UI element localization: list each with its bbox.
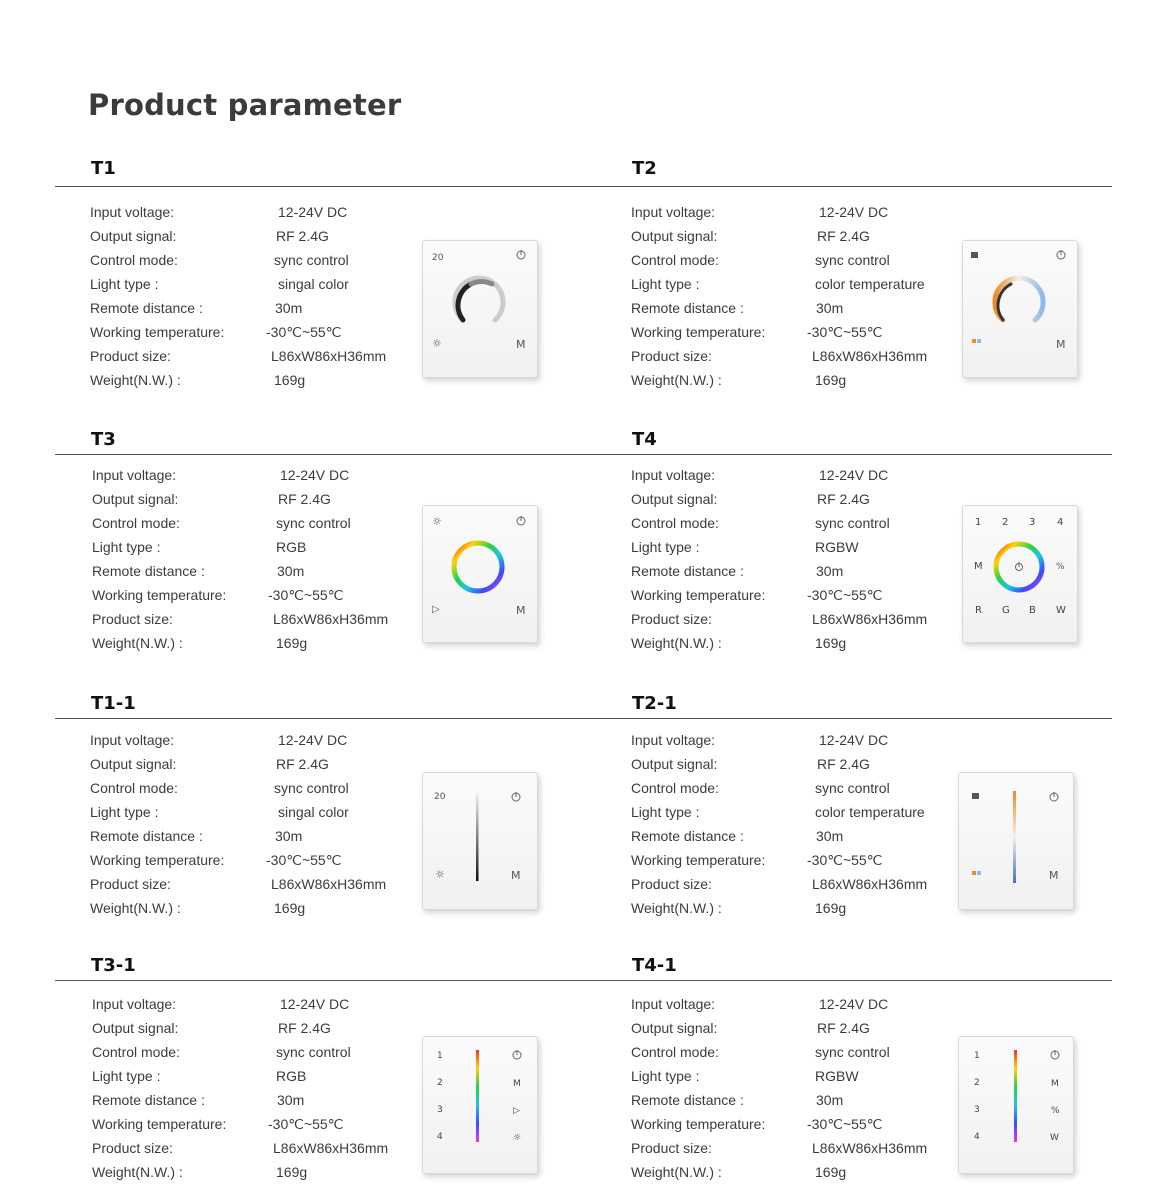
spec-value: RF 2.4G bbox=[276, 756, 329, 772]
spec-value: sync control bbox=[815, 252, 890, 268]
spec-label: Light type : bbox=[92, 539, 161, 555]
spec-value: -30℃~55℃ bbox=[807, 587, 883, 603]
spec-label: Remote distance : bbox=[631, 1092, 744, 1108]
spec-value: 30m bbox=[277, 563, 305, 579]
spec-label: Working temperature: bbox=[92, 1116, 227, 1132]
spec-value: 169g bbox=[276, 635, 308, 651]
spec-label: Light type : bbox=[631, 539, 700, 555]
spec-value: 169g bbox=[274, 900, 306, 916]
spec-label: Product size: bbox=[92, 1140, 173, 1156]
spec-value: L86xW86xH36mm bbox=[273, 1140, 389, 1156]
spec-label: Light type : bbox=[92, 1068, 161, 1084]
product-image-t1 bbox=[422, 240, 538, 378]
rgb-color-ring bbox=[454, 543, 502, 591]
spec-label: Control mode: bbox=[631, 515, 719, 531]
mode-icon: M bbox=[1049, 869, 1059, 882]
spec-label: Remote distance : bbox=[631, 563, 744, 579]
section-divider bbox=[596, 980, 1112, 981]
spec-label: Product size: bbox=[631, 611, 712, 627]
spec-value: sync control bbox=[815, 515, 890, 531]
spec-label: Working temperature: bbox=[90, 324, 225, 340]
spec-value: singal color bbox=[278, 804, 349, 820]
spec-label: Input voltage: bbox=[92, 467, 177, 483]
spec-value: singal color bbox=[278, 276, 349, 292]
spec-value: 30m bbox=[816, 300, 844, 316]
section-divider bbox=[55, 454, 611, 455]
pause-icon bbox=[971, 252, 978, 258]
cct-icon bbox=[972, 339, 976, 343]
zone-3-label: 3 bbox=[1029, 517, 1036, 528]
zone-1-label: 1 bbox=[974, 1051, 980, 1061]
spec-label: Working temperature: bbox=[631, 1116, 766, 1132]
white-label: W bbox=[1050, 1133, 1059, 1143]
product-title: T2 bbox=[632, 158, 657, 179]
product-image-t2-1 bbox=[958, 772, 1074, 910]
zone-4-label: 4 bbox=[1057, 517, 1064, 528]
spec-label: Working temperature: bbox=[631, 852, 766, 868]
spec-value: L86xW86xH36mm bbox=[271, 348, 387, 364]
spec-label: Weight(N.W.) : bbox=[92, 635, 183, 651]
zone-4-label: 4 bbox=[437, 1132, 443, 1142]
spec-label: Weight(N.W.) : bbox=[631, 1164, 722, 1180]
spec-value: 30m bbox=[277, 1092, 305, 1108]
timer-icon-label: 20 bbox=[434, 792, 446, 802]
spec-value: 169g bbox=[815, 1164, 847, 1180]
spec-value: RF 2.4G bbox=[817, 491, 870, 507]
section-divider bbox=[596, 718, 1112, 719]
spec-label: Working temperature: bbox=[631, 324, 766, 340]
spec-label: Control mode: bbox=[90, 252, 178, 268]
spec-value: RF 2.4G bbox=[817, 1020, 870, 1036]
zone-2-label: 2 bbox=[437, 1078, 443, 1088]
red-label: R bbox=[975, 605, 982, 616]
spec-label: Remote distance : bbox=[92, 563, 205, 579]
product-title: T3-1 bbox=[91, 955, 136, 976]
spec-value: 12-24V DC bbox=[819, 467, 889, 483]
brightness-icon: ☼ bbox=[513, 1133, 522, 1143]
green-label: G bbox=[1002, 605, 1010, 616]
section-divider bbox=[596, 186, 1112, 187]
spec-label: Weight(N.W.) : bbox=[631, 635, 722, 651]
product-title: T2-1 bbox=[632, 693, 677, 714]
spec-label: Weight(N.W.) : bbox=[631, 900, 722, 916]
spec-label: Light type : bbox=[631, 1068, 700, 1084]
zone-1-label: 1 bbox=[437, 1051, 443, 1061]
brightness-speed-icon: % bbox=[1056, 562, 1065, 572]
spec-value: 30m bbox=[816, 828, 844, 844]
spec-label: Output signal: bbox=[90, 228, 177, 244]
spec-label: Output signal: bbox=[92, 1020, 179, 1036]
spec-value: 12-24V DC bbox=[280, 996, 350, 1012]
spec-label: Input voltage: bbox=[631, 732, 716, 748]
speed-icon: ▷ bbox=[513, 1106, 520, 1116]
spec-label: Light type : bbox=[631, 276, 700, 292]
spec-label: Product size: bbox=[631, 876, 712, 892]
spec-value: RGB bbox=[276, 1068, 307, 1084]
product-image-t1-1 bbox=[422, 772, 538, 910]
spec-value: 30m bbox=[816, 563, 844, 579]
zone-4-label: 4 bbox=[974, 1132, 980, 1142]
spec-value: 30m bbox=[816, 1092, 844, 1108]
blue-label: B bbox=[1029, 605, 1036, 616]
dimmer-ring bbox=[455, 278, 503, 320]
mode-icon: M bbox=[516, 338, 526, 351]
spec-value: RGBW bbox=[815, 1068, 859, 1084]
spec-label: Light type : bbox=[90, 276, 159, 292]
cct-icon bbox=[972, 871, 976, 875]
spec-label: Product size: bbox=[90, 348, 171, 364]
spec-label: Working temperature: bbox=[92, 587, 227, 603]
product-image-t3-1 bbox=[422, 1036, 538, 1174]
mode-icon: M bbox=[516, 604, 526, 617]
spec-value: RGB bbox=[276, 539, 307, 555]
spec-value: 12-24V DC bbox=[278, 732, 348, 748]
spec-value: L86xW86xH36mm bbox=[271, 876, 387, 892]
spec-value: 169g bbox=[815, 372, 847, 388]
spec-value: sync control bbox=[274, 252, 349, 268]
spec-label: Remote distance : bbox=[92, 1092, 205, 1108]
spec-label: Light type : bbox=[631, 804, 700, 820]
spec-value: sync control bbox=[274, 780, 349, 796]
spec-value: 169g bbox=[815, 635, 847, 651]
spec-label: Light type : bbox=[90, 804, 159, 820]
rgb-color-slider bbox=[476, 1050, 479, 1142]
section-divider bbox=[55, 980, 611, 981]
spec-label: Input voltage: bbox=[631, 996, 716, 1012]
zone-2-label: 2 bbox=[974, 1078, 980, 1088]
spec-value: RGBW bbox=[815, 539, 859, 555]
spec-label: Product size: bbox=[90, 876, 171, 892]
spec-label: Remote distance : bbox=[90, 828, 203, 844]
spec-value: sync control bbox=[815, 1044, 890, 1060]
spec-label: Weight(N.W.) : bbox=[92, 1164, 183, 1180]
spec-label: Product size: bbox=[631, 348, 712, 364]
section-divider bbox=[55, 186, 611, 187]
spec-value: L86xW86xH36mm bbox=[812, 348, 928, 364]
spec-label: Control mode: bbox=[92, 515, 180, 531]
spec-label: Remote distance : bbox=[631, 300, 744, 316]
spec-value: -30℃~55℃ bbox=[266, 852, 342, 868]
product-image-t2 bbox=[962, 240, 1078, 378]
section-divider bbox=[596, 454, 1112, 455]
spec-value: -30℃~55℃ bbox=[807, 324, 883, 340]
product-title: T3 bbox=[91, 429, 116, 450]
spec-label: Weight(N.W.) : bbox=[90, 900, 181, 916]
spec-label: Product size: bbox=[631, 1140, 712, 1156]
mode-icon: M bbox=[511, 869, 521, 882]
spec-value: 169g bbox=[274, 372, 306, 388]
product-title: T4-1 bbox=[632, 955, 677, 976]
spec-value: RF 2.4G bbox=[278, 491, 331, 507]
mode-icon: M bbox=[1051, 1079, 1059, 1089]
spec-value: L86xW86xH36mm bbox=[273, 611, 389, 627]
spec-label: Working temperature: bbox=[631, 587, 766, 603]
dimmer-slider bbox=[476, 793, 479, 881]
zone-1-label: 1 bbox=[975, 517, 982, 528]
spec-value: 169g bbox=[276, 1164, 308, 1180]
product-title: T1-1 bbox=[91, 693, 136, 714]
spec-value: L86xW86xH36mm bbox=[812, 611, 928, 627]
product-image-t4-1 bbox=[958, 1036, 1074, 1174]
spec-label: Output signal: bbox=[92, 491, 179, 507]
spec-value: -30℃~55℃ bbox=[807, 852, 883, 868]
spec-label: Output signal: bbox=[631, 1020, 718, 1036]
color-temperature-ring bbox=[995, 278, 1043, 320]
product-title: T4 bbox=[632, 429, 657, 450]
spec-value: 12-24V DC bbox=[280, 467, 350, 483]
rgbw-color-slider bbox=[1014, 1050, 1017, 1142]
spec-value: 30m bbox=[275, 300, 303, 316]
spec-label: Control mode: bbox=[631, 1044, 719, 1060]
spec-label: Product size: bbox=[92, 611, 173, 627]
spec-label: Working temperature: bbox=[90, 852, 225, 868]
spec-value: RF 2.4G bbox=[817, 228, 870, 244]
mode-icon: M bbox=[1056, 338, 1066, 351]
spec-value: sync control bbox=[276, 515, 351, 531]
spec-value: L86xW86xH36mm bbox=[812, 1140, 928, 1156]
spec-label: Remote distance : bbox=[631, 828, 744, 844]
spec-value: -30℃~55℃ bbox=[268, 1116, 344, 1132]
spec-label: Input voltage: bbox=[92, 996, 177, 1012]
product-title: T1 bbox=[91, 158, 116, 179]
pause-icon bbox=[972, 793, 979, 799]
spec-label: Output signal: bbox=[90, 756, 177, 772]
spec-value: RF 2.4G bbox=[278, 1020, 331, 1036]
spec-label: Weight(N.W.) : bbox=[90, 372, 181, 388]
brightness-icon: ☼ bbox=[435, 868, 445, 881]
speed-icon: ▷ bbox=[432, 604, 440, 615]
spec-value: sync control bbox=[276, 1044, 351, 1060]
spec-value: -30℃~55℃ bbox=[266, 324, 342, 340]
zone-3-label: 3 bbox=[974, 1105, 980, 1115]
zone-2-label: 2 bbox=[1002, 517, 1009, 528]
spec-label: Output signal: bbox=[631, 491, 718, 507]
spec-label: Control mode: bbox=[90, 780, 178, 796]
spec-label: Weight(N.W.) : bbox=[631, 372, 722, 388]
brightness-icon: ☼ bbox=[432, 337, 442, 350]
spec-value: color temperature bbox=[815, 804, 925, 820]
color-temperature-slider bbox=[1013, 791, 1016, 883]
spec-value: sync control bbox=[815, 780, 890, 796]
white-label: W bbox=[1056, 605, 1066, 616]
spec-value: RF 2.4G bbox=[276, 228, 329, 244]
spec-value: 169g bbox=[815, 900, 847, 916]
spec-label: Control mode: bbox=[631, 252, 719, 268]
timer-icon-label: 20 bbox=[432, 253, 444, 263]
spec-label: Input voltage: bbox=[631, 467, 716, 483]
spec-value: 12-24V DC bbox=[278, 204, 348, 220]
product-image-t3 bbox=[422, 505, 538, 643]
page-title: Product parameter bbox=[88, 88, 402, 122]
spec-label: Output signal: bbox=[631, 228, 718, 244]
spec-value: -30℃~55℃ bbox=[807, 1116, 883, 1132]
spec-value: L86xW86xH36mm bbox=[812, 876, 928, 892]
spec-label: Input voltage: bbox=[631, 204, 716, 220]
spec-label: Input voltage: bbox=[90, 732, 175, 748]
spec-label: Control mode: bbox=[92, 1044, 180, 1060]
spec-value: 12-24V DC bbox=[819, 996, 889, 1012]
spec-value: RF 2.4G bbox=[817, 756, 870, 772]
spec-value: 30m bbox=[275, 828, 303, 844]
section-divider bbox=[55, 718, 611, 719]
spec-label: Output signal: bbox=[631, 756, 718, 772]
brightness-icon: ☼ bbox=[432, 515, 442, 528]
zone-3-label: 3 bbox=[437, 1105, 443, 1115]
spec-value: 12-24V DC bbox=[819, 732, 889, 748]
spec-label: Control mode: bbox=[631, 780, 719, 796]
mode-icon: M bbox=[513, 1079, 521, 1089]
spec-label: Remote distance : bbox=[90, 300, 203, 316]
spec-value: -30℃~55℃ bbox=[268, 587, 344, 603]
product-image-t4 bbox=[962, 505, 1078, 643]
spec-value: 12-24V DC bbox=[819, 204, 889, 220]
spec-label: Input voltage: bbox=[90, 204, 175, 220]
brightness-speed-icon: % bbox=[1051, 1106, 1060, 1116]
spec-value: color temperature bbox=[815, 276, 925, 292]
mode-icon: M bbox=[974, 561, 983, 572]
